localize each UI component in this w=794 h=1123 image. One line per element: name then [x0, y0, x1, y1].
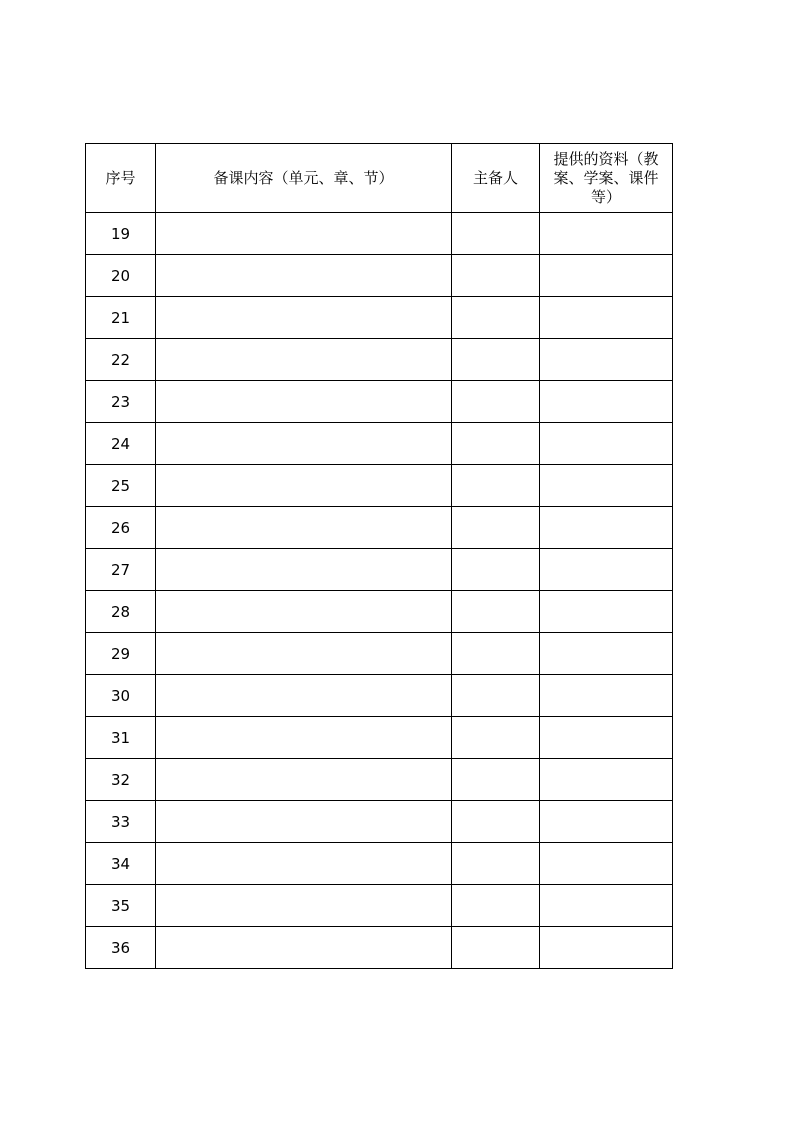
table-row	[86, 843, 673, 885]
cell-content	[156, 549, 452, 591]
cell-seq: 28	[86, 591, 156, 633]
cell-materials	[540, 465, 673, 507]
table-row	[86, 759, 673, 801]
cell-seq: 31	[86, 717, 156, 759]
cell-lead	[452, 549, 540, 591]
cell-materials	[540, 843, 673, 885]
cell-seq: 35	[86, 885, 156, 927]
table-row	[86, 801, 673, 843]
cell-lead	[452, 843, 540, 885]
cell-content	[156, 717, 452, 759]
cell-materials	[540, 423, 673, 465]
cell-content	[156, 801, 452, 843]
cell-seq: 33	[86, 801, 156, 843]
cell-lead	[452, 507, 540, 549]
header-seq: 序号	[86, 144, 156, 213]
cell-lead	[452, 591, 540, 633]
table-row	[86, 507, 673, 549]
table-row	[86, 423, 673, 465]
cell-seq: 30	[86, 675, 156, 717]
cell-lead	[452, 717, 540, 759]
cell-materials	[540, 297, 673, 339]
table-row	[86, 381, 673, 423]
cell-content	[156, 759, 452, 801]
cell-content	[156, 591, 452, 633]
cell-lead	[452, 339, 540, 381]
table-body	[86, 213, 673, 969]
cell-materials	[540, 255, 673, 297]
cell-content	[156, 633, 452, 675]
table-row	[86, 549, 673, 591]
cell-lead	[452, 423, 540, 465]
cell-lead	[452, 675, 540, 717]
cell-materials	[540, 633, 673, 675]
table-row	[86, 717, 673, 759]
table-row	[86, 633, 673, 675]
cell-seq: 34	[86, 843, 156, 885]
table-row	[86, 927, 673, 969]
cell-lead	[452, 213, 540, 255]
cell-content	[156, 423, 452, 465]
cell-content	[156, 255, 452, 297]
cell-seq: 29	[86, 633, 156, 675]
cell-content	[156, 465, 452, 507]
cell-seq: 19	[86, 213, 156, 255]
header-lead: 主备人	[452, 144, 540, 213]
cell-materials	[540, 381, 673, 423]
cell-content	[156, 381, 452, 423]
cell-content	[156, 213, 452, 255]
cell-materials	[540, 213, 673, 255]
header-content: 备课内容（单元、章、节）	[156, 144, 452, 213]
cell-content	[156, 339, 452, 381]
table-row	[86, 885, 673, 927]
cell-seq: 32	[86, 759, 156, 801]
cell-content	[156, 507, 452, 549]
cell-materials	[540, 339, 673, 381]
cell-materials	[540, 801, 673, 843]
cell-content	[156, 843, 452, 885]
table-row	[86, 255, 673, 297]
cell-seq: 36	[86, 927, 156, 969]
cell-lead	[452, 633, 540, 675]
cell-materials	[540, 759, 673, 801]
table-row	[86, 591, 673, 633]
cell-materials	[540, 591, 673, 633]
lesson-prep-table	[85, 143, 673, 969]
cell-lead	[452, 255, 540, 297]
table-header-row	[86, 144, 673, 213]
table-row	[86, 675, 673, 717]
cell-lead	[452, 759, 540, 801]
cell-materials	[540, 927, 673, 969]
cell-lead	[452, 885, 540, 927]
cell-seq: 21	[86, 297, 156, 339]
cell-materials	[540, 885, 673, 927]
table-row	[86, 297, 673, 339]
cell-materials	[540, 507, 673, 549]
cell-seq: 22	[86, 339, 156, 381]
cell-materials	[540, 717, 673, 759]
cell-seq: 20	[86, 255, 156, 297]
cell-content	[156, 675, 452, 717]
table-row	[86, 339, 673, 381]
cell-content	[156, 927, 452, 969]
cell-content	[156, 885, 452, 927]
cell-seq: 27	[86, 549, 156, 591]
table-row	[86, 465, 673, 507]
cell-lead	[452, 927, 540, 969]
cell-lead	[452, 381, 540, 423]
cell-lead	[452, 801, 540, 843]
table-row	[86, 213, 673, 255]
cell-materials	[540, 549, 673, 591]
cell-content	[156, 297, 452, 339]
cell-seq: 25	[86, 465, 156, 507]
cell-materials	[540, 675, 673, 717]
header-materials: 提供的资料（教案、学案、课件等）	[540, 144, 673, 213]
cell-lead	[452, 465, 540, 507]
cell-seq: 26	[86, 507, 156, 549]
cell-seq: 24	[86, 423, 156, 465]
cell-seq: 23	[86, 381, 156, 423]
cell-lead	[452, 297, 540, 339]
